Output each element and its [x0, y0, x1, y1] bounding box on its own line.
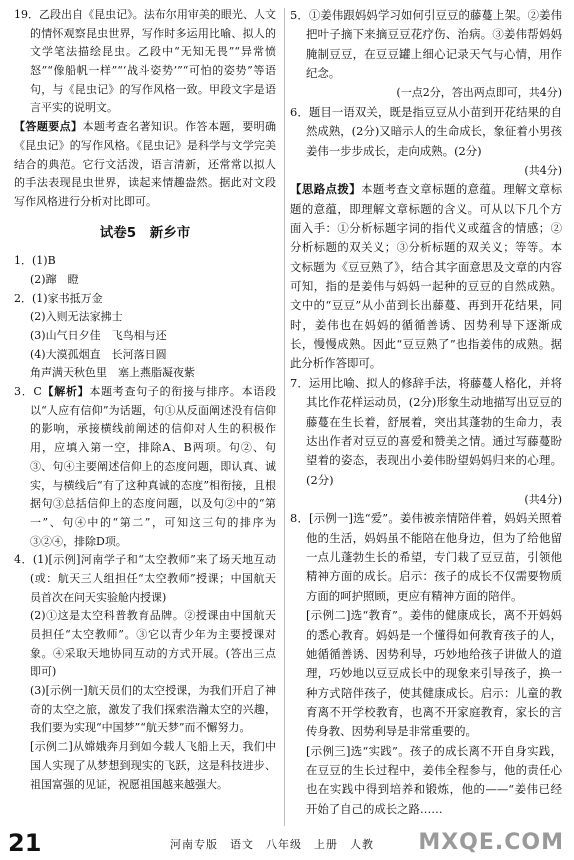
answer-6: 6．题目一语双关，既是指豆豆从小苗到开花结果的自然成熟，(2分)又暗示人的生命成长，象征着小男孩姜伟一步步成长，走向成熟。(2分)	[290, 104, 562, 158]
note-tag: 【答题要点】	[14, 120, 83, 134]
answer-6-note	[290, 180, 562, 374]
answer-6-note-text: 本题考查文章标题的意蕴。理解文章标题的意蕴，即理解文章标题的含义。可从以下几个方面入手：①分析标题字词的指代义或蕴含的情感；②分析标题的双关义；③分析标题的双关义；等等。本文标题为《豆豆熟了》，结合其字面意思及文章的内容可知，指的是姜伟与妈妈一起种的豆豆的自然成熟。文中的“豆豆”从小苗到长出藤蔓、再到开花结果，同时，姜伟也在妈妈的循循善诱、因势利导下逐渐成长，慢慢成熟。因此“豆豆熟了”也指姜伟的成熟。据此分析作答即可。	[290, 182, 562, 371]
left-column	[14, 6, 276, 794]
page-number: 21	[8, 829, 42, 857]
idea-tag: 【思路点拨】	[290, 182, 362, 197]
answer-1-1: 1．(1)B	[14, 254, 56, 268]
answer-5-score: (一点2分，答出两点即可，共4分)	[396, 86, 562, 100]
answer-7: 7．运用比喻、拟人的修辞手法，将藤蔓人格化，并将其比作花样运动员，(2分)形象生动地描写出豆豆的藤蔓在生长着，舒展着，突出其蓬勃的生命力，表达出作者对豆豆的喜爱和赞美之情。通过写藤蔓盼望着的姿态，表现出小姜伟盼望妈妈归来的心理。(2分)	[290, 375, 562, 487]
answer-8-2: [示例二]选“教育”。姜伟的健康成长，离不开妈妈的悉心教育。妈妈是一个懂得如何教育孩子的人，她循循善诱、因势利导，巧妙地给孩子讲做人的道理，巧妙地以豆豆成长中的现象来引导孩子，换一种方式陪伴孩子，使其健康成长。启示：儿童的教育离不开学校教育，也离不开家庭教育，家长的言传身教、因势利导是非常重要的。	[306, 608, 562, 739]
answer-1-2: (2)蹿 瞪	[30, 272, 79, 286]
answer-19: 19．乙段出自《昆虫记》。法布尔用审美的眼光、人文的情怀观察昆虫世界，写作时多运用比喻、拟人的文学笔法描绘昆虫。乙段中“无知无畏”“异常愤怒”“像船帆一样”“‘战斗姿势’”“可怕的姿势”等语句，与《昆虫记》的写作风格一致。甲段文字是语言平实的说明文。	[14, 8, 276, 115]
analysis-tag: 【解析】	[41, 385, 90, 399]
watermark: MXQE.COM	[418, 830, 564, 855]
answer-5: 5．①姜伟跟妈妈学习如何引豆豆的藤蔓上架。②姜伟把叶子摘下来摘豆豆花疗伤、治病。③姜伟帮妈妈腌制豆豆，在豆豆罐上细心记录天气与心情，用作纪念。	[290, 8, 562, 81]
answer-3-head: 3．C	[14, 385, 42, 399]
answer-2-2: (2)入则无法家拂士	[30, 310, 123, 324]
section-title: 试卷5 新乡市	[99, 224, 191, 241]
answer-2-3: (3)山气日夕佳 飞鸟相与还	[30, 329, 167, 342]
answer-8-3: [示例三]选“实践”。孩子的成长离不开自身实践，在豆豆的生长过程中，姜伟全程参与，他的责任心也在实践中得到培养和锻炼，他的——“姜伟已经开始了自己的成长之路……	[306, 743, 562, 816]
answer-2-1: 2．(1)家书抵万金	[14, 291, 103, 305]
answer-3	[14, 383, 276, 551]
answer-4-3: (3)[示例一]航天员们的太空授课，为我们开启了神奇的太空之旅，激发了我们探索浩瀚太空的兴趣，我们要为实现“中国梦”“航天梦”而不懈努力。	[30, 684, 276, 735]
footer-info: 河南专版 语文 八年级 上册 人教	[170, 838, 374, 851]
answer-8-1: 8．[示例一]选“爱”。姜伟被亲情陪伴着，妈妈关照着他的生活，妈妈虽不能陪在他身边，但为了给他留一点儿蓬勃生长的希望，专门栽了豆豆苗，引领他精神方面的成长。启示：孩子的成长不仅需要物质方面的呵护照顾，更应有精神方面的陪伴。	[290, 511, 562, 603]
answer-2-4: (4)大漠孤烟直 长河落日圆	[30, 347, 167, 361]
column-divider	[284, 8, 285, 826]
answer-19-note	[14, 118, 276, 211]
answer-4-1: 4．(1)[示例]河南学子和“太空教师”来了场天地互动(或：航天三人组担任“太空教师”授课；中国航天员首次在问天实验舱内授课)	[14, 553, 276, 604]
answer-4-2: (2)①这是太空科普教育品牌。②授课由中国航天员担任“太空教师”。③它以青少年为主要授课对象。④采取天地协同互动的方式开展。(答出三点即可)	[30, 609, 276, 679]
answer-4-4: [示例二]从嫦娥奔月到如今载人飞船上天，我们中国人实现了从梦想到现实的飞跃，这是科技进步、祖国富强的见证，祝愿祖国越来越强大。	[30, 740, 276, 791]
answer-2-5: 角声满天秋色里 塞上燕脂凝夜紫	[30, 366, 195, 380]
page-footer	[0, 828, 574, 860]
answer-7-score: (共4分)	[524, 492, 562, 506]
answer-3-body: 本题考查句子的衔接与排序。本语段以“人应有信仰”为话题，句①从反面阐述没有信仰的影响，承接横线前阐述的信仰对人生的积极作用，应填入第一空，排除A、B两项。句②、句③、句④主要阐述信仰上的态度问题，即认真、诚实，与横线后“有了这种真诚的态度”相衔接，且根据句③总括信仰上的态度问题，以及句②中的“第一”、句④中的“第二”，可知这三句的排序为③②④，排除D项。	[30, 385, 277, 548]
answer-6-score: (共4分)	[524, 163, 562, 177]
right-column	[290, 6, 562, 819]
note-text: 本题考查名著知识。作答本题，要明确《昆虫记》的写作风格。《昆虫记》是科学与文学完美结合的典范。它行文活泼，语言清新，还常常以拟人的手法表现昆虫世界，读起来情趣盎然。据此对文段写作风格进行分析对比即可。	[14, 120, 277, 208]
